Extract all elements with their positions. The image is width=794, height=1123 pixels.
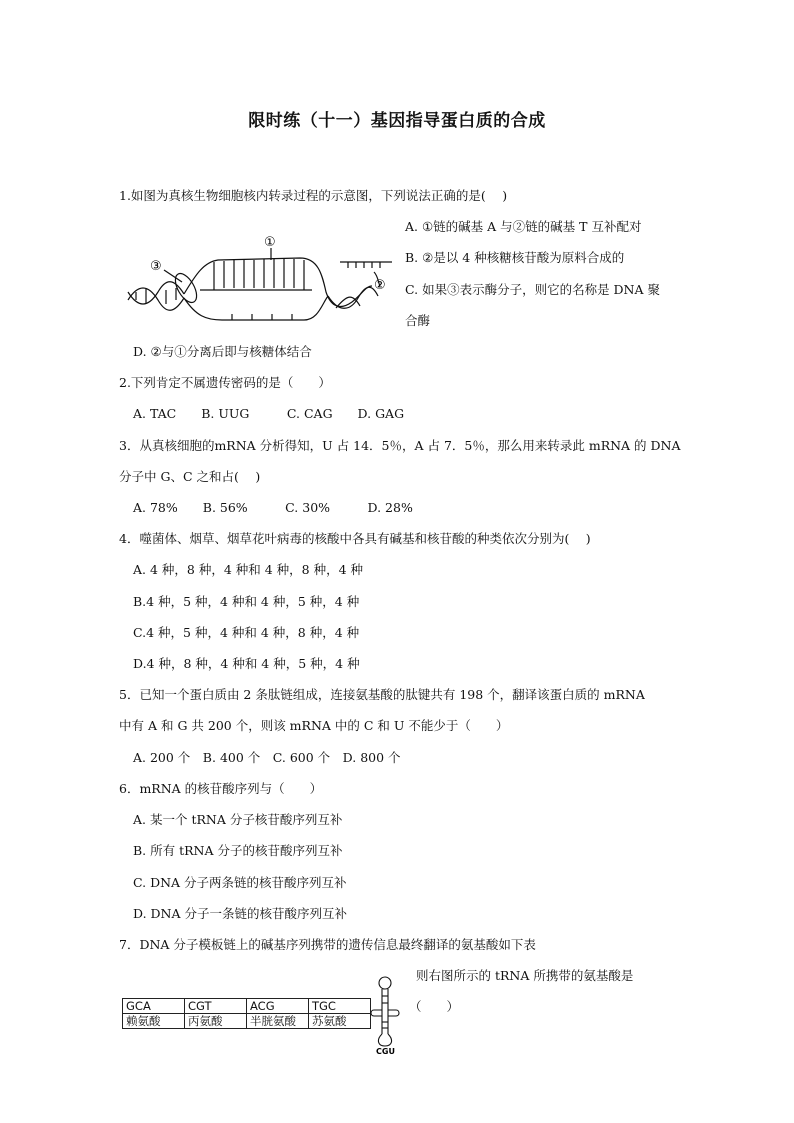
question-4-option-d: D.4 种，8 种，4 种和 4 种，5 种，4 种 — [133, 656, 360, 671]
question-3-stem: 3．从真核细胞的mRNA 分析得知，U 占 14．5％，A 占 7．5％，那么用来转录此 mRNA 的 DNA — [119, 438, 681, 453]
question-6-option-a: A. 某一个 tRNA 分子核苷酸序列互补 — [133, 812, 343, 827]
question-6-option-b: B. 所有 tRNA 分子的核苷酸序列互补 — [133, 843, 343, 858]
table-cell: ACG — [247, 999, 309, 1014]
table-cell: 苏氨酸 — [309, 1014, 371, 1029]
question-1-option-c-cont: 合酶 — [405, 313, 431, 328]
question-1-option-d: D. ②与①分离后即与核糖体结合 — [133, 344, 312, 359]
question-4-stem: 4．噬菌体、烟草、烟草花叶病毒的核酸中各具有碱基和核苷酸的种类依次分别为( ) — [119, 531, 591, 546]
page-title: 限时练（十一）基因指导蛋白质的合成 — [248, 111, 546, 131]
question-4-option-a: A. 4 种，8 种，4 种和 4 种，8 种，4 种 — [133, 562, 364, 577]
question-1-stem: 1.如图为真核生物细胞核内转录过程的示意图，下列说法正确的是( ) — [119, 188, 508, 203]
question-1-option-c: C. 如果③表示酶分子，则它的名称是 DNA 聚 — [405, 282, 660, 297]
question-7-side-text: 则右图所示的 tRNA 所携带的氨基酸是 — [416, 968, 634, 983]
anticodon-label: CGU — [376, 1047, 395, 1056]
question-3-options: A. 78% B. 56% C. 30% D. 28% — [133, 500, 413, 515]
question-6-stem: 6．mRNA 的核苷酸序列与（ ） — [119, 781, 323, 796]
table-cell: GCA — [123, 999, 185, 1014]
label-enzyme-3: ③ — [150, 259, 162, 274]
question-4-option-c: C.4 种，5 种，4 种和 4 种，8 种，4 种 — [133, 625, 360, 640]
question-2-options: A. TAC B. UUG C. CAG D. GAG — [133, 406, 405, 421]
table-cell: CGT — [185, 999, 247, 1014]
question-5-stem: 5．已知一个蛋白质由 2 条肽链组成，连接氨基酸的肽键共有 198 个，翻译该蛋白质的 mRNA — [119, 687, 645, 702]
table-cell: 半胱氨酸 — [247, 1014, 309, 1029]
question-1-option-b: B. ②是以 4 种核糖核苷酸为原料合成的 — [405, 250, 625, 265]
question-5-stem-cont: 中有 A 和 G 共 200 个，则该 mRNA 中的 C 和 U 不能少于（ ） — [119, 718, 509, 733]
question-7-stem: 7．DNA 分子模板链上的碱基序列携带的遗传信息最终翻译的氨基酸如下表 — [119, 937, 536, 952]
label-strand-2: ② — [374, 278, 386, 293]
question-6-option-c: C. DNA 分子两条链的核苷酸序列互补 — [133, 875, 347, 890]
question-7-side-brackets: （ ） — [409, 999, 460, 1014]
label-strand-1: ① — [264, 235, 276, 250]
question-5-options: A. 200 个 B. 400 个 C. 600 个 D. 800 个 — [133, 750, 401, 765]
question-6-option-d: D. DNA 分子一条链的核苷酸序列互补 — [133, 906, 347, 921]
table-row-amino-acids — [123, 1014, 371, 1029]
table-cell: TGC — [309, 999, 371, 1014]
table-row-codons — [123, 999, 371, 1014]
question-1-option-a: A. ①链的碱基 A 与②链的碱基 T 互补配对 — [405, 219, 642, 234]
question-4-option-b: B.4 种，5 种，4 种和 4 种，5 种，4 种 — [133, 594, 360, 609]
table-cell: 赖氨酸 — [123, 1014, 185, 1029]
question-2-stem: 2.下列肯定不属遗传密码的是（ ） — [119, 375, 331, 390]
question-3-stem-cont: 分子中 G、C 之和占( ) — [119, 469, 261, 484]
codon-amino-acid-table — [122, 998, 371, 1029]
table-cell: 丙氨酸 — [185, 1014, 247, 1029]
